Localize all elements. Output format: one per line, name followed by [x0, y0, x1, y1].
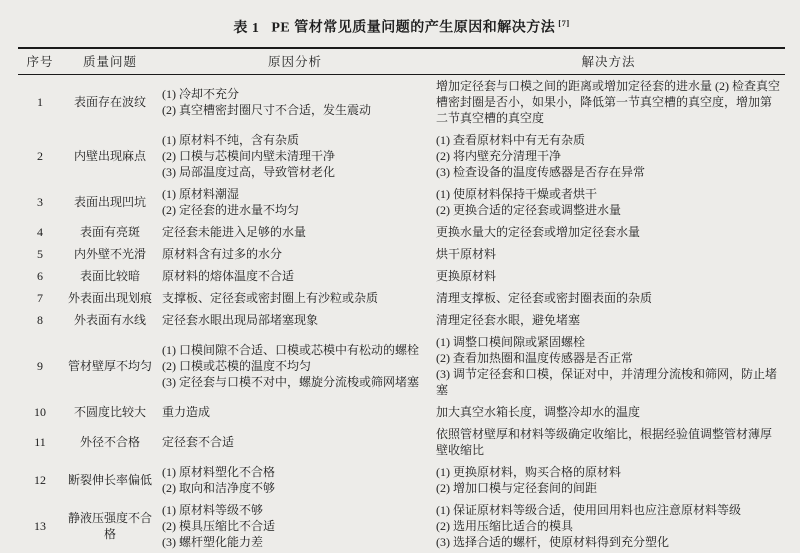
- table-caption-label: 表 1: [233, 20, 260, 36]
- quality-problem: 外表面出现划痕: [67, 290, 152, 305]
- cause-item: (2) 模具压缩比不合适: [162, 518, 275, 533]
- solution: [432, 287, 785, 309]
- table-body: [18, 74, 785, 553]
- cause-analysis: [158, 309, 432, 331]
- quality-problem: 表面存在波纹: [73, 94, 146, 109]
- table-header-row: [18, 48, 785, 75]
- cause-item: (1) 原材料潮湿: [162, 186, 239, 201]
- solution-item: (1) 查看原材料中有无有杂质: [436, 132, 585, 147]
- cause-analysis: [158, 74, 432, 129]
- cause-analysis: [158, 183, 432, 221]
- cause-item: (3) 局部温度过高，导致管材老化: [162, 164, 335, 179]
- solution: [432, 183, 785, 221]
- row-number: 1: [37, 94, 43, 109]
- cause-item: (3) 螺杆塑化能力差: [162, 534, 263, 549]
- column-header-problem: 质量问题: [62, 48, 158, 75]
- quality-problem: 管材壁厚不均匀: [67, 358, 152, 373]
- solution-item: 烘干原材料: [436, 246, 497, 261]
- quality-problem: 表面有亮斑: [79, 224, 140, 239]
- cause-item: 原材料含有过多的水分: [162, 246, 283, 261]
- cause-item: 重力造成: [162, 404, 211, 419]
- solution-item: 增加定径套与口模之间的距离或增加定径套的进水量 (2) 检查真空槽密封圈是否小，如果小，降低第一节真空槽的真空度，增加第二节真空槽的真空度: [436, 78, 780, 125]
- solution-item: 更换原材料: [436, 268, 497, 283]
- cause-analysis: [158, 331, 432, 401]
- cause-analysis: [158, 401, 432, 423]
- quality-problem: 静液压强度不合格: [67, 510, 152, 541]
- quality-problem: 内壁出现麻点: [73, 148, 146, 163]
- solution: [432, 499, 785, 553]
- solution: [432, 401, 785, 423]
- cause-item: 支撑板、定径套或密封圈上有沙粒或杂质: [162, 290, 379, 305]
- cause-item: (2) 口模或芯模的温度不均匀: [162, 358, 311, 373]
- solution: [432, 461, 785, 499]
- quality-problem: 内外壁不光滑: [73, 246, 146, 261]
- row-number: 11: [34, 434, 46, 449]
- solution: [432, 243, 785, 265]
- solution: [432, 331, 785, 401]
- solution-item: (2) 选用压缩比适合的模具: [436, 518, 573, 533]
- table-row: [18, 243, 785, 265]
- table-caption: [18, 14, 785, 38]
- table-row: [18, 287, 785, 309]
- quality-problem: 断裂伸长率偏低: [67, 472, 152, 487]
- solution-item: (2) 查看加热圈和温度传感器是否正常: [436, 350, 633, 365]
- solution-item: (3) 检查设备的温度传感器是否存在异常: [436, 164, 645, 179]
- cause-item: (1) 冷却不充分: [162, 86, 239, 101]
- solution: [432, 129, 785, 183]
- row-number: 8: [37, 312, 43, 327]
- solution-item: (2) 将内壁充分清理干净: [436, 148, 561, 163]
- table-header: [18, 48, 785, 75]
- cause-item: (2) 取向和洁净度不够: [162, 480, 275, 495]
- cause-item: 定径套不合适: [162, 434, 235, 449]
- solution-item: (2) 更换合适的定径套或调整进水量: [436, 202, 621, 217]
- column-header-solution: 解决方法: [432, 48, 785, 75]
- solution: [432, 74, 785, 129]
- row-number: 10: [34, 404, 46, 419]
- cause-analysis: [158, 221, 432, 243]
- quality-problem: 外径不合格: [79, 434, 140, 449]
- quality-problem: 不圆度比较大: [73, 404, 146, 419]
- cause-item: (2) 真空槽密封圈尺寸不合适，发生震动: [162, 102, 371, 117]
- column-header-cause: 原因分析: [158, 48, 432, 75]
- row-number: 9: [37, 358, 43, 373]
- solution-item: (2) 增加口模与定径套间的间距: [436, 480, 597, 495]
- row-number: 12: [34, 472, 46, 487]
- cause-analysis: [158, 287, 432, 309]
- cause-item: (1) 原材料塑化不合格: [162, 464, 275, 479]
- table-caption-title: PE 管材常见质量问题的产生原因和解决方法: [271, 20, 556, 36]
- quality-problem: 表面出现凹坑: [73, 194, 146, 209]
- row-number: 6: [37, 268, 43, 283]
- solution-item: 清理支撑板、定径套或密封圈表面的杂质: [436, 290, 653, 305]
- table-row: [18, 401, 785, 423]
- table-row: [18, 265, 785, 287]
- quality-problem: 外表面有水线: [73, 312, 146, 327]
- cause-analysis: [158, 423, 432, 461]
- cause-item: 定径套未能进入足够的水量: [162, 224, 307, 239]
- solution: [432, 221, 785, 243]
- quality-problems-table: [18, 47, 785, 553]
- cause-analysis: [158, 461, 432, 499]
- solution: [432, 265, 785, 287]
- table-row: [18, 74, 785, 129]
- column-header-no: 序号: [18, 48, 62, 75]
- row-number: 3: [37, 194, 43, 209]
- table-row: [18, 309, 785, 331]
- cause-item: 定径套水眼出现局部堵塞现象: [162, 312, 319, 327]
- solution-item: (3) 选择合适的螺杆，使原材料得到充分塑化: [436, 534, 669, 549]
- solution-item: 清理定径套水眼，避免堵塞: [436, 312, 581, 327]
- table-row: [18, 499, 785, 553]
- table-row: [18, 183, 785, 221]
- cause-analysis: [158, 499, 432, 553]
- cause-item: (1) 原材料等级不够: [162, 502, 263, 517]
- cause-item: (2) 定径套的进水量不均匀: [162, 202, 299, 217]
- solution: [432, 423, 785, 461]
- row-number: 7: [37, 290, 43, 305]
- solution-item: (1) 调整口模间隙或紧固螺栓: [436, 334, 585, 349]
- cause-item: (3) 定径套与口模不对中，螺旋分流梭或筛网堵塞: [162, 374, 419, 389]
- cause-item: 原材料的熔体温度不合适: [162, 268, 295, 283]
- row-number: 13: [34, 518, 46, 533]
- cause-item: (1) 原材料不纯，含有杂质: [162, 132, 299, 147]
- row-number: 2: [37, 148, 43, 163]
- row-number: 4: [37, 224, 43, 239]
- solution-item: 加大真空水箱长度，调整冷却水的温度: [436, 404, 641, 419]
- table-caption-reference: [7]: [558, 18, 570, 28]
- solution-item: (1) 保证原材料等级合适，使用回用料也应注意原材料等级: [436, 502, 741, 517]
- table-row: [18, 331, 785, 401]
- solution-item: (1) 使原材料保持干燥或者烘干: [436, 186, 597, 201]
- row-number: 5: [37, 246, 43, 261]
- table-row: [18, 461, 785, 499]
- solution-item: (1) 更换原材料，购买合格的原材料: [436, 464, 621, 479]
- solution-item: 依照管材壁厚和材料等级确定收缩比，根据经验值调整管材薄厚壁收缩比: [436, 426, 773, 457]
- cause-item: (1) 口模间隙不合适、口模或芯模中有松动的螺栓: [162, 342, 419, 357]
- cause-analysis: [158, 129, 432, 183]
- solution-item: (3) 调节定径套和口模，保证对中，并清理分流梭和筛网，防止堵塞: [436, 366, 777, 397]
- solution-item: 更换水量大的定径套或增加定径套水量: [436, 224, 641, 239]
- table-row: [18, 221, 785, 243]
- table-row: [18, 423, 785, 461]
- quality-problem: 表面比较暗: [79, 268, 140, 283]
- cause-item: (2) 口模与芯模间内壁未清理干净: [162, 148, 335, 163]
- cause-analysis: [158, 243, 432, 265]
- solution: [432, 309, 785, 331]
- cause-analysis: [158, 265, 432, 287]
- table-row: [18, 129, 785, 183]
